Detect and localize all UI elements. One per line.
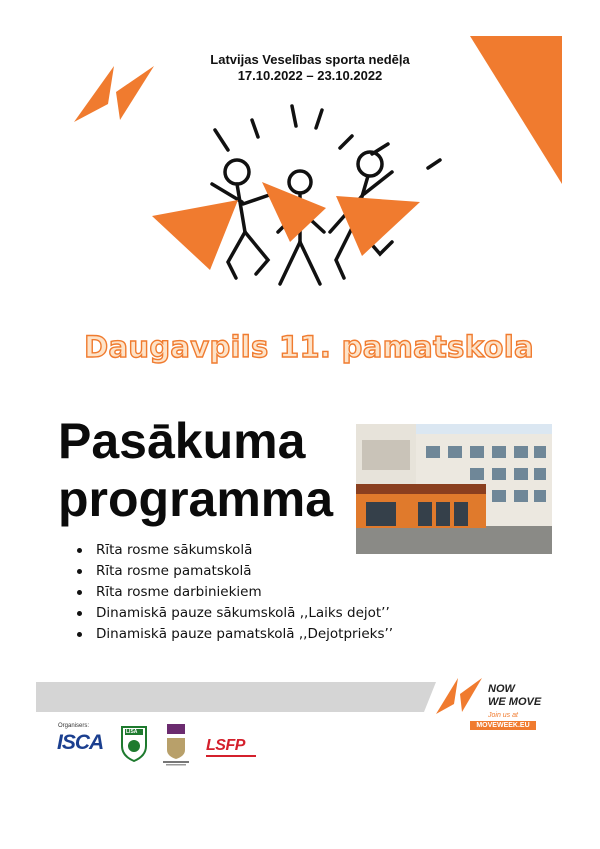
- moveweek-site-badge: MOVEWEEK.EU: [470, 721, 536, 730]
- join-us-text: Join us at: [488, 712, 518, 719]
- program-title-line1: Pasākuma: [58, 413, 306, 469]
- lsfp-underline-decoration: [206, 755, 256, 757]
- ministry-crest-logo-icon: [163, 724, 189, 766]
- event-title: Latvijas Veselības sporta nedēļa: [210, 52, 410, 67]
- now-we-move-line1: NOW: [488, 683, 515, 695]
- list-item: Rīta rosme pamatskolā: [74, 561, 454, 582]
- now-we-move-line2: WE MOVE: [488, 696, 542, 708]
- school-name: Daugavpils 11. pamatskola: [84, 330, 534, 364]
- program-list: [74, 540, 454, 645]
- corner-triangle-decoration: [470, 36, 562, 184]
- organisers-label: Organisers:: [58, 723, 90, 729]
- list-item: Dinamiskā pauze pamatskolā ,,Dejotprieks’’: [74, 624, 454, 645]
- list-item: Dinamiskā pauze sākumskolā ,,Laiks dejot’’: [74, 603, 454, 624]
- lsfp-logo: LSFP: [206, 737, 245, 754]
- event-dates: 17.10.2022 – 23.10.2022: [237, 68, 383, 83]
- list-item: Rīta rosme sākumskolā: [74, 540, 454, 561]
- school-building-photo: [356, 424, 552, 554]
- now-we-move-logo-icon: [436, 676, 484, 716]
- lisa-logo-text: LISA: [126, 729, 138, 735]
- program-title-line2: programma: [58, 471, 334, 527]
- list-item: Rīta rosme darbiniekiem: [74, 582, 454, 603]
- footer-band-decoration: [36, 682, 436, 712]
- isca-logo: ISCA: [57, 731, 104, 754]
- dancing-figures-illustration: [140, 92, 450, 302]
